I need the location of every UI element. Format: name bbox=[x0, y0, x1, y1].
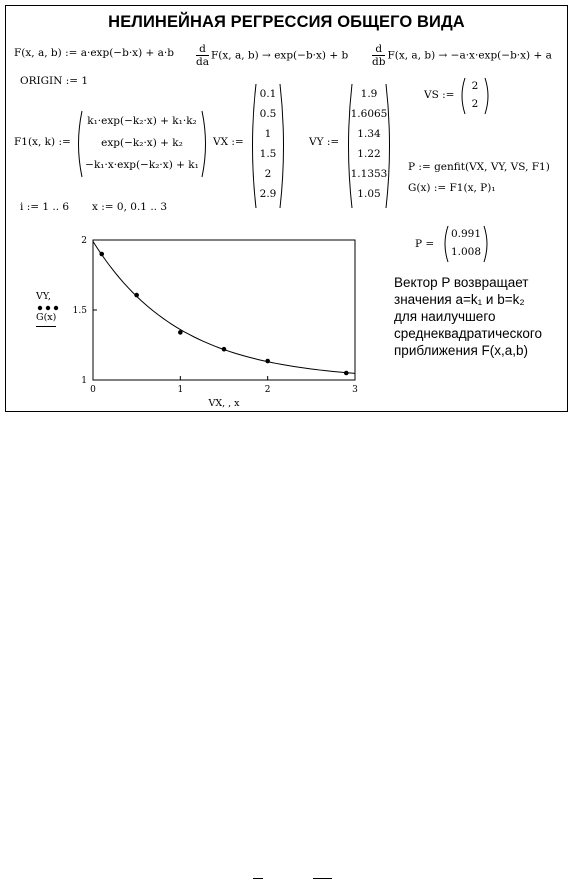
regression-chart bbox=[66, 234, 376, 410]
f-definition: F(x, a, b) := a·exp(−b·x) + a·b bbox=[14, 47, 174, 59]
vx-value: 0.1 bbox=[259, 88, 277, 100]
f1-row-1: k₁·exp(−k₂·x) + k₁·k₂ bbox=[87, 115, 197, 127]
f1-matrix bbox=[74, 109, 210, 179]
note-line: среднеквадратического bbox=[394, 326, 543, 341]
vy-label: VY := bbox=[309, 136, 340, 148]
vy-value: 1.34 bbox=[357, 128, 381, 140]
vx-vector bbox=[249, 82, 287, 210]
legend-dot-markers bbox=[36, 304, 60, 312]
mathcad-worksheet bbox=[5, 5, 568, 412]
fit-curve-g-of-x bbox=[93, 241, 355, 373]
g-definition: G(x) := F1(x, P)₁ bbox=[408, 182, 496, 194]
worksheet-title: НЕЛИНЕЙНАЯ РЕГРЕССИЯ ОБЩЕГО ВИДА bbox=[108, 13, 465, 31]
derivative-a-body: F(x, a, b) → exp(−b·x) + b bbox=[210, 49, 349, 62]
origin-statement: ORIGIN := 1 bbox=[20, 75, 89, 87]
p-value: 0.991 bbox=[450, 228, 482, 240]
vy-value: 1.05 bbox=[357, 188, 381, 200]
legend-vy-label: VY, bbox=[36, 291, 51, 302]
vs-value: 2 bbox=[471, 80, 479, 92]
vy-value: 1.1353 bbox=[350, 168, 388, 180]
vx-value: 1.5 bbox=[259, 148, 277, 160]
vs-vector bbox=[459, 76, 491, 116]
note-line: для наилучшего bbox=[394, 309, 496, 324]
y-tick-label: 2 bbox=[81, 236, 87, 246]
data-point-vy bbox=[222, 347, 227, 352]
derivative-b-body: F(x, a, b) → −a·x·exp(−b·x) + a bbox=[387, 49, 552, 62]
p-vector bbox=[442, 224, 490, 264]
vs-label: VS := bbox=[424, 89, 455, 101]
p-result-label: P = bbox=[415, 238, 435, 250]
x-tick-label: 1 bbox=[177, 385, 184, 395]
f1-row-2: exp(−k₂·x) + k₂ bbox=[101, 137, 183, 149]
vy-value: 1.9 bbox=[360, 88, 378, 100]
vy-value: 1.22 bbox=[357, 148, 381, 160]
vx-value: 0.5 bbox=[259, 108, 277, 120]
y-tick-label: 1 bbox=[81, 376, 87, 386]
x-range: x := 0, 0.1 .. 3 bbox=[92, 201, 168, 213]
d-da-fraction: $\frac{d}{da}$ bbox=[196, 43, 209, 68]
vy-value: 1.6065 bbox=[350, 108, 388, 120]
note-line: приближения F(x,a,b) bbox=[394, 343, 529, 358]
vector-p-explanation bbox=[394, 274, 569, 359]
data-point-vy bbox=[265, 359, 270, 364]
data-point-vy bbox=[134, 293, 139, 298]
genfit-statement: P := genfit(VX, VY, VS, F1) bbox=[408, 161, 550, 173]
x-tick-label: 2 bbox=[264, 385, 271, 395]
f1-label: F1(x, k) := bbox=[14, 136, 71, 148]
x-tick-label: 3 bbox=[352, 385, 358, 395]
y-tick-label: 1.5 bbox=[72, 306, 87, 316]
legend-g-label: G(x) bbox=[36, 312, 56, 327]
p-value: 1.008 bbox=[450, 246, 482, 258]
vx-value: 2.9 bbox=[259, 188, 277, 200]
x-axis-label: VX, , x bbox=[208, 398, 240, 409]
note-line: Вектор P возвращает bbox=[394, 275, 529, 290]
vx-value: 2 bbox=[264, 168, 272, 180]
f1-row-3: −k₁·x·exp(−k₂·x) + k₁ bbox=[85, 159, 199, 171]
derivative-a bbox=[196, 43, 348, 68]
x-tick-label: 0 bbox=[90, 385, 96, 395]
data-point-vy bbox=[344, 371, 349, 376]
vs-value: 2 bbox=[471, 98, 479, 110]
vx-value: 1 bbox=[264, 128, 272, 140]
plot-frame bbox=[93, 240, 355, 380]
d-db-fraction: $\frac{d}{db}$ bbox=[372, 43, 386, 68]
vx-label: VX := bbox=[213, 136, 244, 148]
vy-vector bbox=[345, 82, 393, 210]
data-point-vy bbox=[99, 252, 104, 257]
derivative-b bbox=[372, 43, 552, 68]
data-point-vy bbox=[178, 330, 183, 335]
note-line: значения a=k₁ и b=k₂ bbox=[394, 292, 525, 307]
i-range: i := 1 .. 6 bbox=[20, 201, 70, 213]
